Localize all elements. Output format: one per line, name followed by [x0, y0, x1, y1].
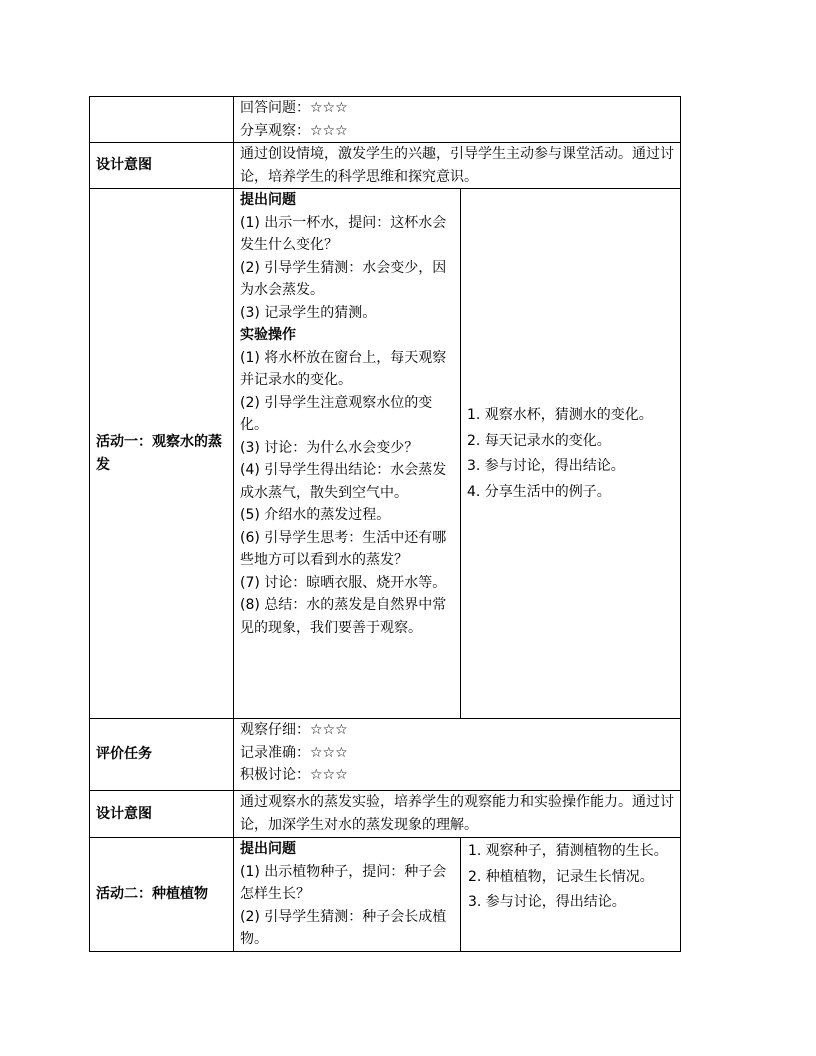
row-label: 活动二：种植植物: [90, 838, 234, 952]
row-design-intent-1: [90, 143, 681, 189]
step-item: (1) 将水杯放在窗台上，每天观察并记录水的变化。: [240, 349, 447, 388]
step-item: (7) 讨论：晾晒衣服、烧开水等。: [240, 574, 447, 591]
evaluation-line: 记录准确：☆☆☆: [240, 744, 348, 761]
student-activity-item: 4. 分享生活中的例子。: [467, 483, 611, 500]
row-evaluation-tasks: [90, 719, 681, 791]
section-heading: 提出问题: [240, 841, 296, 857]
lesson-plan-table: [89, 96, 681, 952]
step-item: (1) 出示一杯水，提问：这杯水会发生什么变化？: [240, 214, 447, 253]
step-item: (4) 引导学生得出结论：水会蒸发成水蒸气，散失到空气中。: [240, 462, 447, 501]
evaluation-cell: [234, 719, 681, 791]
row-design-intent-2: [90, 791, 681, 838]
step-item: (6) 引导学生思考：生活中还有哪些地方可以看到水的蒸发？: [240, 529, 447, 568]
step-item: (2) 引导学生猜测：水会变少，因为水会蒸发。: [240, 259, 447, 298]
student-activity-item: 1. 观察种子，猜测植物的生长。: [468, 843, 668, 859]
section-heading: 提出问题: [240, 192, 296, 208]
row-label: 设计意图: [90, 791, 234, 838]
student-activity-item: 2. 种植植物，记录生长情况。: [468, 868, 654, 885]
design-intent-text: 通过观察水的蒸发实验，培养学生的观察能力和实验操作能力。通过讨论，加深学生对水的蒸发现象的理解。: [234, 791, 681, 838]
step-item: (1) 出示植物种子，提问：种子会怎样生长？: [240, 863, 447, 902]
student-activity-list: [468, 840, 676, 914]
student-activity-item: 2. 每天记录水的变化。: [467, 432, 611, 449]
student-activity-item: 3. 参与讨论，得出结论。: [468, 894, 626, 910]
step-item: (3) 记录学生的猜测。: [240, 304, 377, 321]
teacher-activity-cell: [234, 189, 461, 719]
row-evaluation-continued: [90, 97, 681, 143]
row-activity-1: [90, 189, 681, 719]
student-activity-list: [467, 404, 674, 503]
step-item: (2) 引导学生注意观察水位的变化。: [240, 394, 433, 433]
teacher-activity-cell: [234, 838, 461, 952]
step-item: (8) 总结：水的蒸发是自然界中常见的现象，我们要善于观察。: [240, 597, 447, 636]
row-activity-2: [90, 838, 681, 952]
student-activity-item: 1. 观察水杯，猜测水的变化。: [467, 407, 653, 423]
row-label: 评价任务: [90, 719, 234, 791]
step-item: (5) 介绍水的蒸发过程。: [240, 507, 391, 523]
student-activity-cell: [461, 189, 681, 719]
evaluation-line: 分享观察：☆☆☆: [240, 122, 348, 139]
step-item: (2) 引导学生猜测：种子会长成植物。: [240, 908, 447, 947]
student-activity-item: 3. 参与讨论，得出结论。: [467, 458, 625, 474]
evaluation-line: 回答问题：☆☆☆: [240, 100, 348, 116]
evaluation-line: 积极讨论：☆☆☆: [240, 767, 348, 783]
student-activity-cell: [461, 838, 681, 952]
evaluation-line: 观察仔细：☆☆☆: [240, 722, 348, 738]
section-heading: 实验操作: [240, 327, 296, 343]
row-label: 设计意图: [90, 143, 234, 189]
empty-label-cell: [90, 97, 234, 143]
row-label: 活动一：观察水的蒸发: [90, 189, 234, 719]
step-item: (3) 讨论：为什么水会变少？: [240, 439, 419, 456]
evaluation-cell: [234, 97, 681, 143]
design-intent-text: 通过创设情境，激发学生的兴趣，引导学生主动参与课堂活动。通过讨论，培养学生的科学思维和探究意识。: [234, 143, 681, 189]
